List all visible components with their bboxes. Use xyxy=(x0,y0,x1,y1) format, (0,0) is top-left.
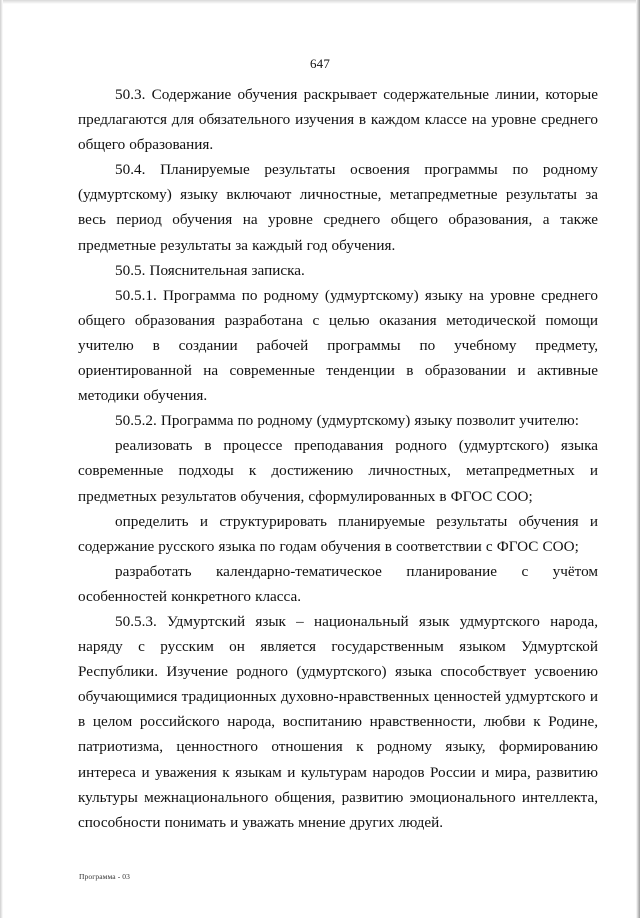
list-item-develop: разработать календарно-тематическое планирование с учётом особенностей конкретного класса. xyxy=(78,562,598,605)
paragraph-50-5-3: 50.5.3. Удмуртский язык – национальный язык удмуртского народа, наряду с русским он является государственным языком Удмуртской Республики. Изучение родного (удмуртского) языка способствует усвоению обучающимися традиционных духовно-нравственных ценностей удмуртского и в целом российского народа, воспитанию нравственности, любви к Родине, патриотизма, ценностного отношения к родному языку, формированию интереса и уважения к языкам и культурам народов России и мира, развитию культуры межнационального общения, развитию эмоционального интеллекта, способности понимать и уважать мнение других людей. xyxy=(78,612,598,831)
footer-label: Программа - 03 xyxy=(79,872,130,881)
paragraph-50-4: 50.4. Планируемые результаты освоения программы по родному (удмуртскому) языку включают личностные, метапредметные результаты за весь период обучения на уровне среднего общего образования, а также предметные результаты за каждый год обучения. xyxy=(78,161,598,254)
document-body xyxy=(78,82,598,835)
paragraph-50-5-heading: 50.5. Пояснительная записка. xyxy=(115,261,305,279)
paragraph-50-5-2: 50.5.2. Программа по родному (удмуртскому) языку позволит учителю: xyxy=(115,412,579,430)
scan-edge-left xyxy=(0,0,3,918)
list-item-define: определить и структурировать планируемые результаты обучения и содержание русского языка по годам обучения в соответствии с ФГОС СОО; xyxy=(78,512,598,555)
scan-edge-top xyxy=(0,0,640,4)
page-number: 647 xyxy=(309,56,331,71)
scan-edge-right xyxy=(636,0,640,918)
list-item-implement: реализовать в процессе преподавания родного (удмуртского) языка современные подходы к достижению личностных, метапредметных и предметных результатов обучения, сформулированных в ФГОС СОО; xyxy=(78,437,598,505)
paragraph-50-5-1: 50.5.1. Программа по родному (удмуртскому) языку на уровне среднего общего образования разработана с целью оказания методической помощи учителю в создании рабочей программы по учебному предмету, ориентированной на современные тенденции в образовании и активные методики обучения. xyxy=(78,286,598,405)
paragraph-50-3: 50.3. Содержание обучения раскрывает содержательные линии, которые предлагаются для обязательного изучения в каждом классе на уровне среднего общего образования. xyxy=(78,86,598,154)
